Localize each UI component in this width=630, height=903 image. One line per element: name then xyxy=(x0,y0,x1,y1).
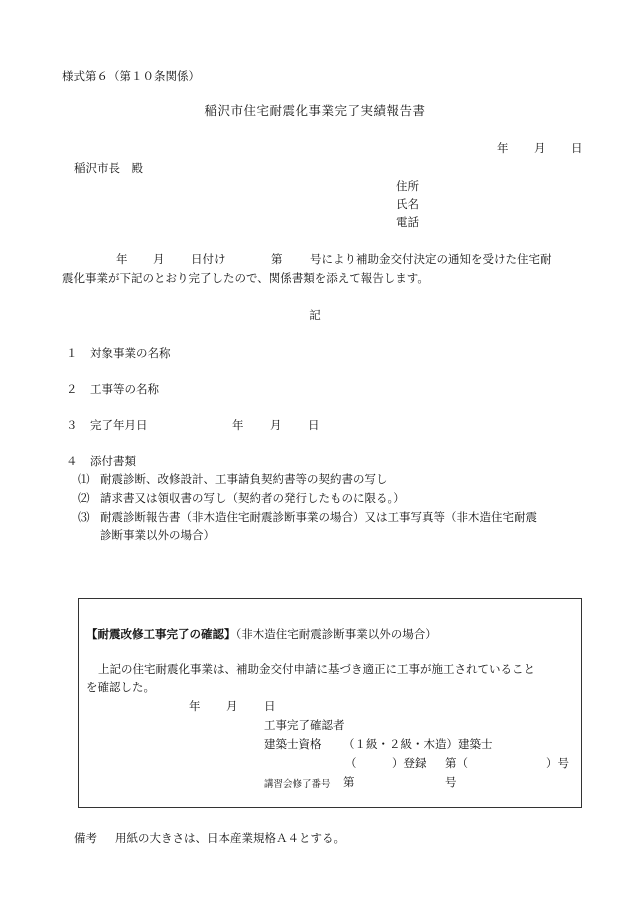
item3-year: 年 xyxy=(232,418,244,432)
attachment-3-number: ⑶ xyxy=(78,510,90,524)
body-text-line2: 震化事業が下記のとおり完了したので、関係書類を添えて報告します。 xyxy=(62,271,429,285)
course-go: 号 xyxy=(445,775,457,789)
applicant-name-label: 氏名 xyxy=(396,197,419,211)
item3-number: ３ xyxy=(66,418,78,432)
confirmation-date-month: 月 xyxy=(226,699,238,713)
document-title: 稲沢市住宅耐震化事業完了実績報告書 xyxy=(204,103,426,118)
registration-close: ）号 xyxy=(546,756,569,770)
confirmation-heading-rest: （非木造住宅耐震診断事業以外の場合） xyxy=(235,627,437,641)
registration-dai: 第（ xyxy=(445,756,468,770)
body-date-suffix: 日付け xyxy=(191,252,226,266)
item3-month: 月 xyxy=(270,418,282,432)
qualification-label: 建築士資格 xyxy=(264,737,322,751)
attachment-2-number: ⑵ xyxy=(78,491,90,505)
form-number: 様式第６（第１０条関係） xyxy=(62,69,200,83)
confirmation-date-day: 日 xyxy=(264,699,276,713)
item3-day: 日 xyxy=(308,418,320,432)
body-month: 月 xyxy=(153,252,165,266)
applicant-phone-label: 電話 xyxy=(396,215,419,229)
ki-label: 記 xyxy=(309,308,321,322)
item2-number: ２ xyxy=(66,382,78,396)
body-year: 年 xyxy=(116,252,128,266)
qualification-value: （１級・２級・木造）建築士 xyxy=(343,737,493,751)
course-number-label: 講習会修了番号 xyxy=(264,779,331,790)
attachment-1-number: ⑴ xyxy=(78,472,90,486)
confirmation-date-year: 年 xyxy=(189,699,201,713)
item1-number: １ xyxy=(66,346,78,360)
remarks-label: 備考 xyxy=(74,831,97,845)
item2-label: 工事等の名称 xyxy=(90,382,159,396)
remarks-text: 用紙の大きさは、日本産業規格Ａ４とする。 xyxy=(115,831,345,845)
applicant-address-label: 住所 xyxy=(396,179,419,193)
date-day: 日 xyxy=(571,141,583,155)
confirmation-heading-bold: 【耐震改修工事完了の確認】 xyxy=(86,627,236,641)
registration-paren-open: （ xyxy=(345,756,357,770)
confirmation-text-line1: 上記の住宅耐震化事業は、補助金交付申請に基づき適正に工事が施工されていること xyxy=(98,662,535,676)
course-dai: 第 xyxy=(343,775,355,789)
date-year: 年 xyxy=(497,141,509,155)
addressee: 稲沢市長 殿 xyxy=(74,161,143,175)
confirmation-text-line2: を確認した。 xyxy=(86,680,155,694)
attachment-3-text-cont: 診断事業以外の場合） xyxy=(100,528,215,542)
body-dai: 第 xyxy=(271,252,283,266)
attachment-2-text: 請求書又は領収書の写し（契約者の発行したものに限る。） xyxy=(100,491,405,505)
item4-label: 添付書類 xyxy=(90,454,136,468)
item1-label: 対象事業の名称 xyxy=(90,346,171,360)
date-month: 月 xyxy=(534,141,546,155)
confirmation-heading xyxy=(86,626,437,642)
attachment-3-text: 耐震診断報告書（非木造住宅耐震診断事業の場合）又は工事写真等（非木造住宅耐震 xyxy=(100,510,537,524)
attachment-1-text: 耐震診断、改修設計、工事請負契約書等の契約書の写し xyxy=(100,472,388,486)
confirmer-label: 工事完了確認者 xyxy=(264,718,345,732)
body-text-line1: 号により補助金交付決定の通知を受けた住宅耐 xyxy=(310,252,552,266)
item4-number: ４ xyxy=(66,454,78,468)
registration-paren-close: ）登録 xyxy=(392,756,427,770)
item3-label: 完了年月日 xyxy=(90,418,148,432)
